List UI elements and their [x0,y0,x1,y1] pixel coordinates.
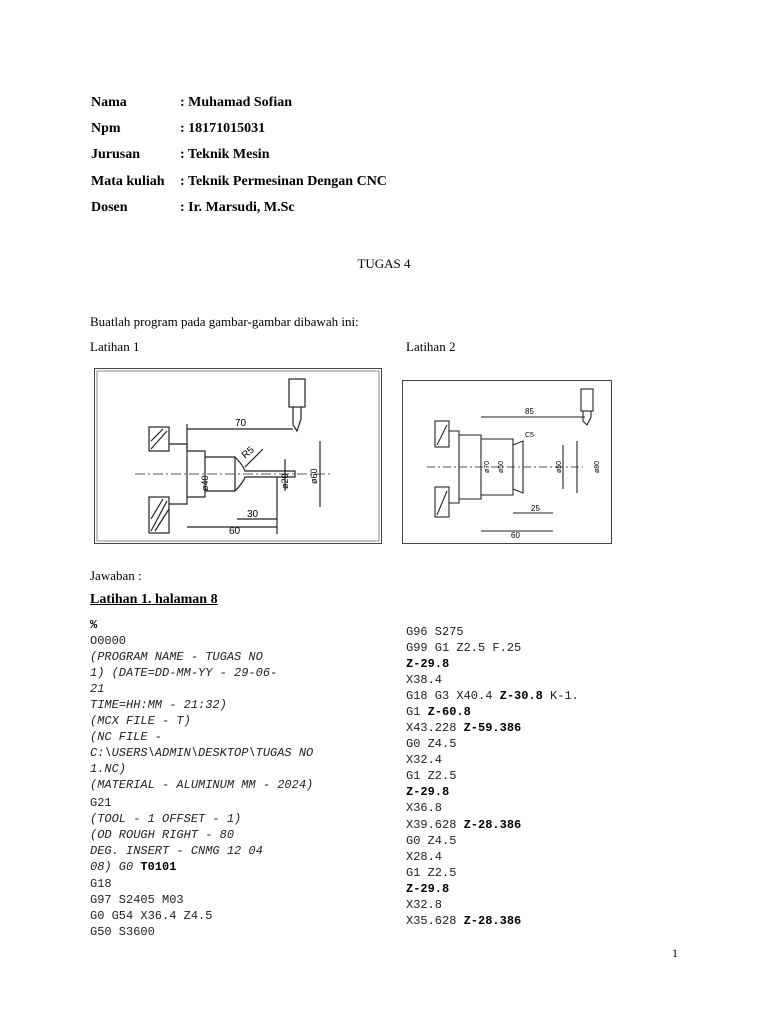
info-value-matakuliah: : Teknik Permesinan Dengan CNC [180,174,387,189]
info-label-matakuliah: Mata kuliah [91,174,165,189]
info-label-nama: Nama [91,95,127,110]
dim-d40: ø40 [200,475,210,491]
code-line: (MCX FILE - T) [90,714,191,728]
dim2-d70: ø70 [484,460,491,473]
code-line: % [90,618,98,632]
code-line: 21 [90,682,105,696]
code-segment: T0101 [140,860,177,874]
code-line [406,720,521,736]
code-line: X28.4 [406,850,443,864]
code-line: DEG. INSERT - CNMG 12 04 [90,844,263,858]
code-line: G0 G54 X36.4 Z4.5 [90,909,213,923]
info-value-nama: : Muhamad Sofian [180,95,293,110]
code-line [406,688,579,704]
code-segment: Z-60.8 [427,705,471,719]
dim-30: 30 [247,509,259,520]
code-line [406,913,521,929]
shaft-drawing-2 [403,381,611,543]
code-line: X32.8 [406,898,443,912]
code-line: G50 S3600 [90,925,155,939]
code-line: 1) (DATE=DD-MM-YY - 29-06- [90,666,278,680]
info-label-dosen: Dosen [91,200,128,215]
code-segment: Z-28.386 [463,914,522,928]
page-number: 1 [672,946,678,960]
shaft-drawing-1 [95,369,381,543]
code-segment: Z-30.8 [499,689,543,703]
dim2-85: 85 [525,407,534,416]
code-line: Z-29.8 [406,785,450,799]
code-line: G0 Z4.5 [406,834,457,848]
code-segment: Z-28.386 [463,818,522,832]
drawing-latihan-2 [402,380,612,544]
code-line: X32.4 [406,753,443,767]
code-line: G99 G1 Z2.5 F.25 [406,641,522,655]
code-segment: G18 G3 X40.4 [406,689,500,703]
answer-label: Jawaban : [90,568,142,583]
info-value-jurusan: : Teknik Mesin [180,147,270,162]
code-line: X36.8 [406,801,443,815]
code-line: G1 Z2.5 [406,866,457,880]
section-title: Latihan 1. halaman 8 [90,592,218,607]
code-segment: K-1. [542,689,579,703]
dim2-d50: ø50 [556,460,563,473]
dim2-d80: ø80 [594,460,601,473]
dim-r5: R5 [239,444,257,462]
code-line: X38.4 [406,673,443,687]
code-segment: G1 [406,705,428,719]
code-line: G21 [90,796,112,810]
code-line [406,817,521,833]
code-line: Z-29.8 [406,657,450,671]
instruction-text: Buatlah program pada gambar-gambar dibawah ini: [90,314,359,329]
code-line [90,859,176,875]
code-line: G97 S2405 M03 [90,893,184,907]
code-line: (NC FILE - [90,730,163,744]
code-line: 1.NC) [90,762,127,776]
dim-70: 70 [235,418,247,429]
info-label-jurusan: Jurusan [91,147,141,162]
code-line: G0 Z4.5 [406,737,457,751]
code-line: G96 S275 [406,625,464,639]
code-line: (PROGRAM NAME - TUGAS NO [90,650,263,664]
dim2-25: 25 [531,504,540,513]
code-line: (OD ROUGH RIGHT - 80 [90,828,235,842]
code-line [406,704,471,720]
code-line: TIME=HH:MM - 21:32) [90,698,227,712]
code-segment: Z-59.386 [463,721,522,735]
code-line: G18 [90,877,112,891]
caption-latihan-1: Latihan 1 [90,339,140,354]
code-segment: X43.228 [406,721,464,735]
code-line: Z-29.8 [406,882,450,896]
caption-latihan-2: Latihan 2 [406,339,456,354]
dim-d20: ø20 [280,473,290,489]
code-line: (TOOL - 1 OFFSET - 1) [90,812,242,826]
code-line: C:\USERS\ADMIN\DESKTOP\TUGAS NO [90,746,314,760]
code-segment: 08) G0 [90,860,141,874]
info-label-npm: Npm [91,121,121,136]
dim2-c5: C5 [525,432,534,439]
dim2-60: 60 [511,531,520,540]
info-value-npm: : 18171015031 [180,121,266,136]
dim-60: 60 [229,526,241,537]
code-segment: X35.628 [406,914,464,928]
page-title: TUGAS 4 [357,256,411,271]
code-line: G1 Z2.5 [406,769,457,783]
dim-d60: ø60 [309,468,319,484]
code-line: (MATERIAL - ALUMINUM MM - 2024) [90,778,314,792]
dim2-d55: ø50 [498,460,505,473]
code-line: O0000 [90,634,127,648]
drawing-latihan-1 [94,368,382,544]
info-value-dosen: : Ir. Marsudi, M.Sc [180,200,295,215]
code-segment: X39.628 [406,818,464,832]
